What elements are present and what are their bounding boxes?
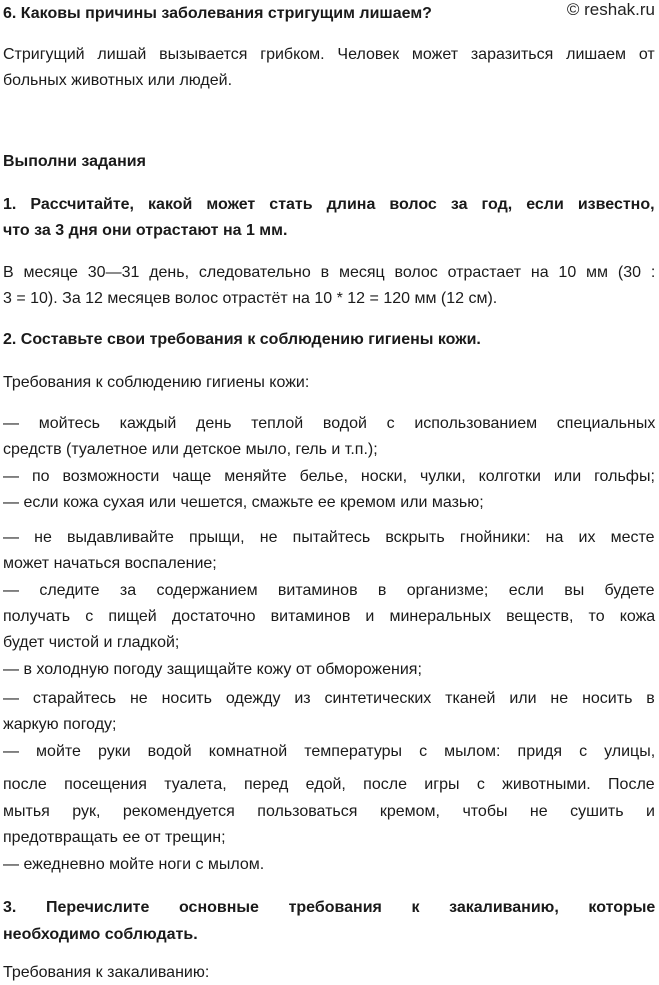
question-6-answer-line-1: Стригущий лишай вызывается грибком. Человек может заразиться лишаем от: [3, 46, 655, 63]
task-3-title-line-1: 3. Перечислите основные требования к закаливанию, которые: [3, 899, 656, 916]
hygiene-line: — в холодную погоду защищайте кожу от обморожения;: [3, 661, 422, 678]
task-2-title: 2. Составьте свои требования к соблюдению гигиены кожи.: [3, 331, 481, 348]
hygiene-line: — если кожа сухая или чешется, смажьте ее кремом или мазью;: [3, 494, 484, 511]
task-3-intro: Требования к закаливанию:: [3, 964, 210, 981]
watermark: © reshak.ru: [566, 0, 655, 19]
task-1-answer-line-2: 3 = 10). За 12 месяцев волос отрастёт на 10 * 12 = 120 мм (12 см).: [3, 290, 498, 307]
hygiene-line: — не выдавливайте прыщи, не пытайтесь вскрыть гнойники: на их месте: [3, 529, 655, 546]
hygiene-line: — старайтесь не носить одежду из синтетических тканей или не носить в: [3, 690, 655, 707]
task-2-intro: Требования к соблюдению гигиены кожи:: [3, 374, 310, 391]
hygiene-line: предотвращать ее от трещин;: [3, 829, 226, 846]
hygiene-line: средств (туалетное или детское мыло, гель и т.п.);: [3, 441, 378, 458]
question-6-answer-line-2: больных животных или людей.: [3, 72, 233, 89]
hygiene-line: — мойтесь каждый день теплой водой с использованием специальных: [3, 415, 656, 432]
hygiene-line: мытья рук, рекомендуется пользоваться кремом, чтобы не сушить и: [3, 803, 655, 820]
tasks-heading: Выполни задания: [3, 153, 146, 170]
task-1-title-line-1: 1. Рассчитайте, какой может стать длина волос за год, если известно,: [3, 196, 655, 213]
task-1-answer-line-1: В месяце 30—31 день, следовательно в месяц волос отрастает на 10 мм (30 :: [3, 264, 656, 281]
hygiene-line: — по возможности чаще меняйте белье, носки, чулки, колготки или гольфы;: [3, 468, 655, 485]
hygiene-line: — мойте руки водой комнатной температуры с мылом: придя с улицы,: [3, 743, 656, 760]
hygiene-line: может начаться воспаление;: [3, 555, 217, 572]
hygiene-line: жаркую погоду;: [3, 716, 117, 733]
task-3-title-line-2: необходимо соблюдать.: [3, 926, 198, 943]
hygiene-line: будет чистой и гладкой;: [3, 634, 180, 651]
hygiene-line: после посещения туалета, перед едой, после игры с животными. После: [3, 776, 655, 793]
question-6-title: 6. Каковы причины заболевания стригущим лишаем?: [3, 5, 432, 22]
hygiene-line: — ежедневно мойте ноги с мылом.: [3, 856, 265, 873]
task-1-title-line-2: что за 3 дня они отрастают на 1 мм.: [3, 222, 288, 239]
hygiene-line: получать с пищей достаточно витаминов и минеральных веществ, то кожа: [3, 608, 656, 625]
hygiene-line: — следите за содержанием витаминов в организме; если вы будете: [3, 582, 655, 599]
